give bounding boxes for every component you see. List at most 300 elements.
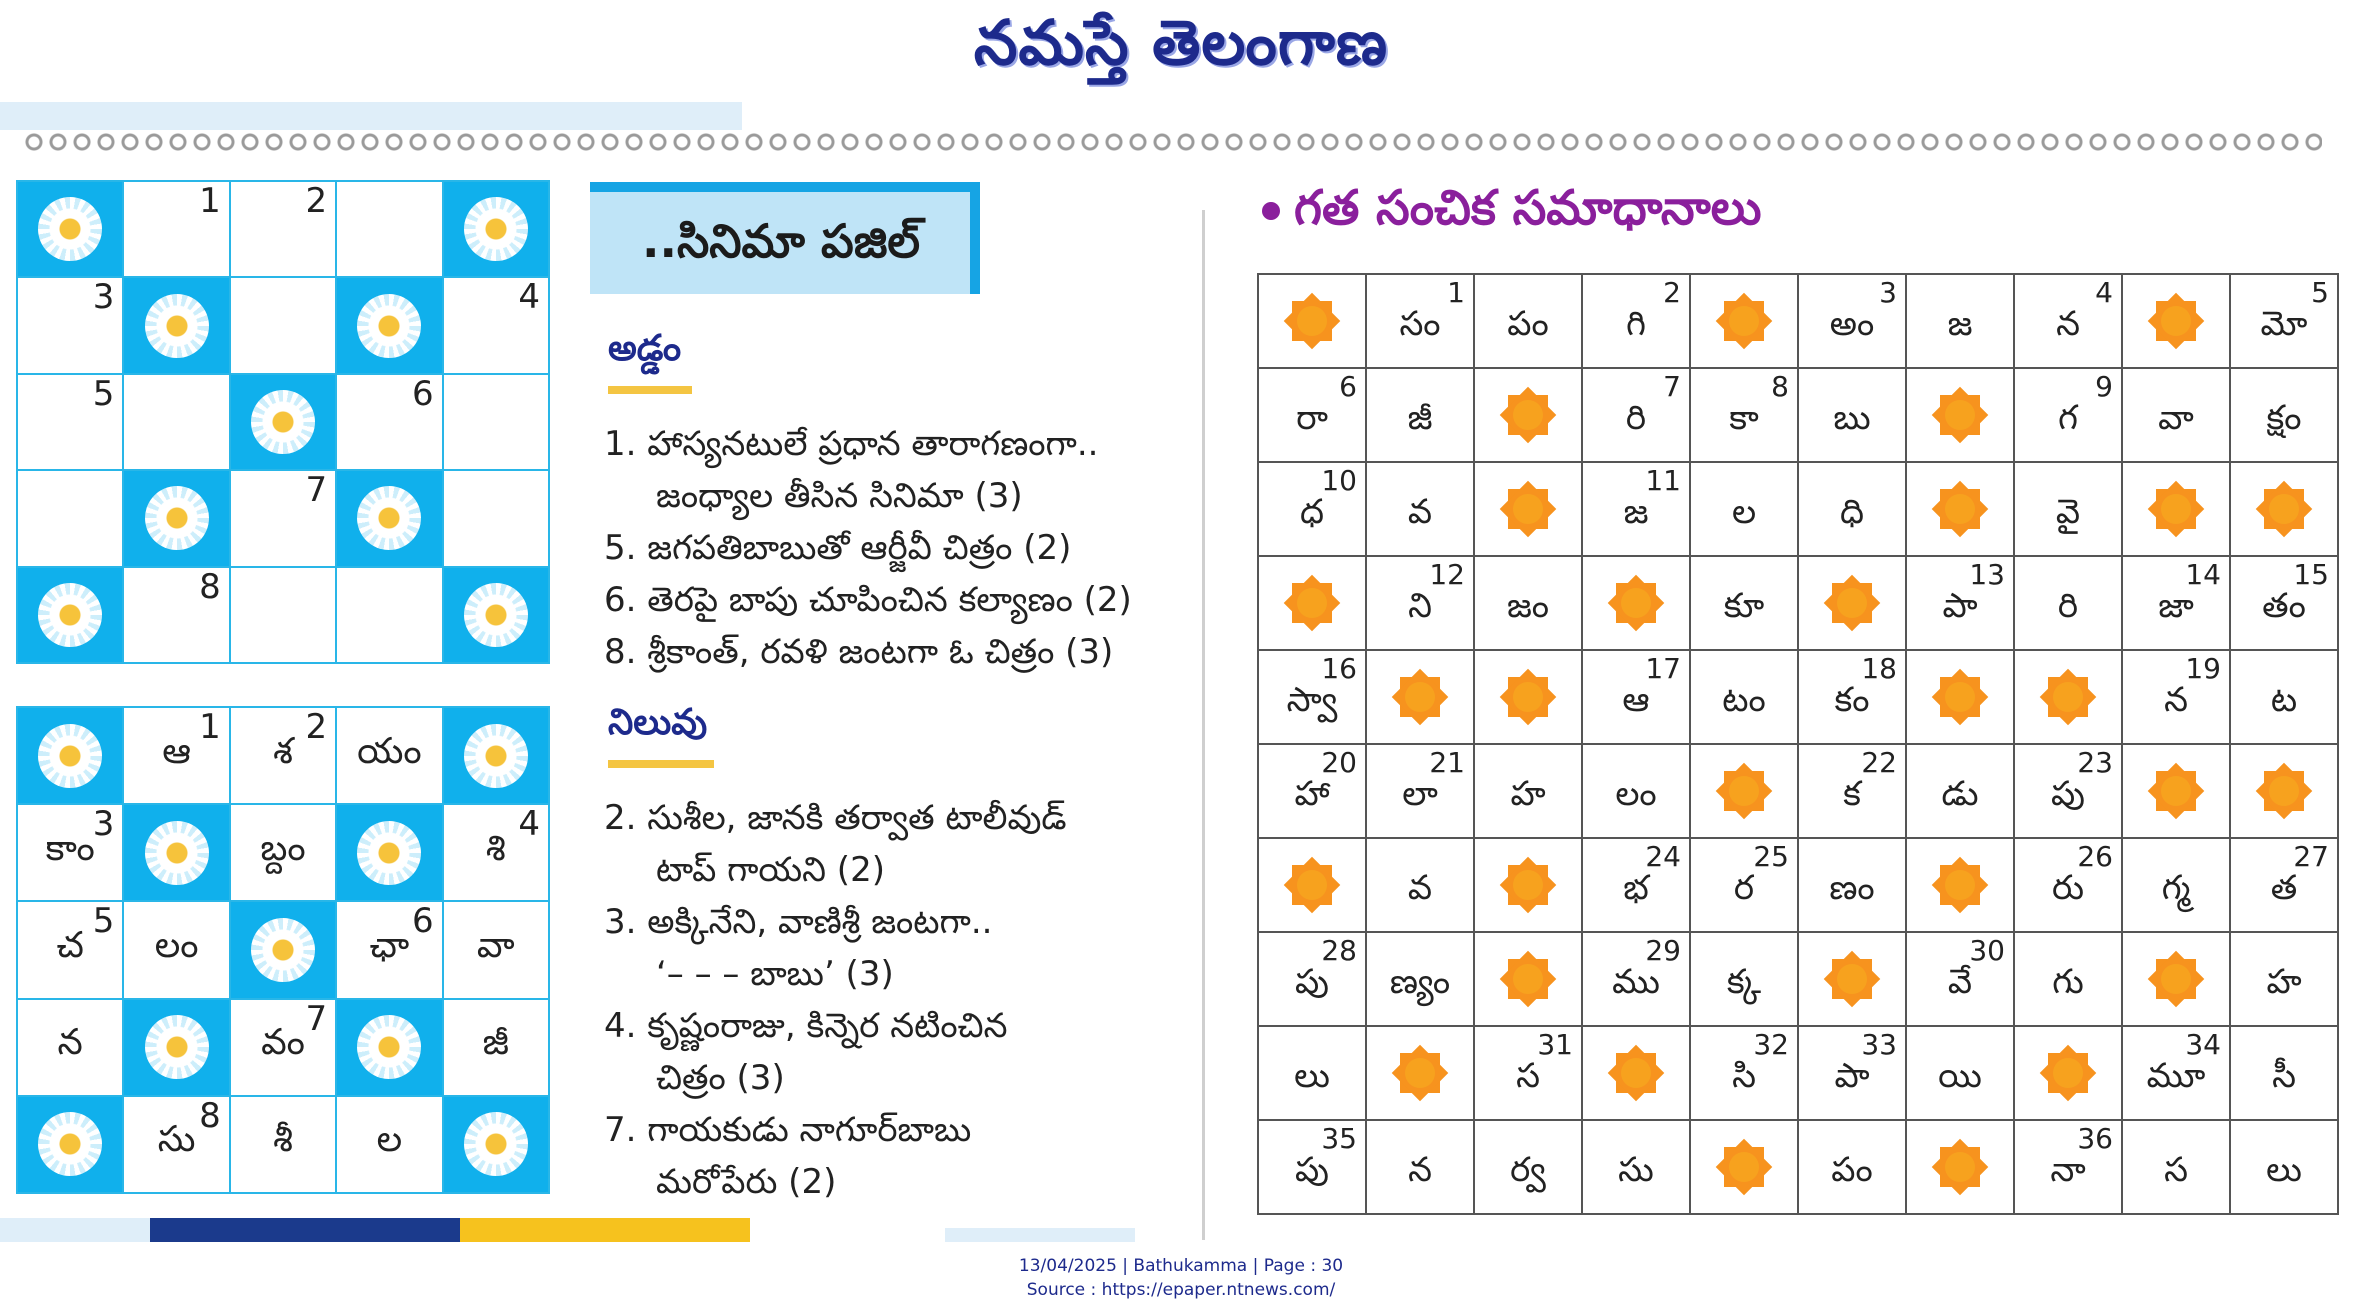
solution-cell [1367, 275, 1475, 369]
puzzle-cell [231, 1000, 335, 1095]
cell-letter: సి [1732, 1056, 1756, 1096]
cell-number: 29 [1645, 934, 1681, 967]
cell-letter: వై [2055, 492, 2081, 532]
cell-letter: తం [2262, 586, 2306, 626]
puzzle-cell [231, 805, 335, 900]
solution-cell [1259, 1027, 1367, 1121]
solution-cell [1583, 651, 1691, 745]
cell-letter: మూ [2146, 1056, 2206, 1096]
flower-icon [251, 390, 315, 454]
cell-number: 2 [305, 181, 328, 221]
solution-cell [2123, 1027, 2231, 1121]
puzzle-cell [124, 568, 228, 662]
cell-number: 5 [92, 373, 115, 414]
solution-cell [1259, 463, 1367, 557]
solution-cell [1799, 1121, 1907, 1215]
cell-letter: జీ [1407, 398, 1433, 438]
solution-cell [1583, 745, 1691, 839]
cell-letter: క [1843, 774, 1861, 814]
cell-letter: జీ [482, 1022, 509, 1064]
cell-number: 14 [2185, 558, 2221, 591]
puzzle-cell [124, 182, 228, 276]
cell-letter: ల [376, 1119, 403, 1161]
flower-icon [357, 1015, 421, 1079]
sun-core [2161, 494, 2191, 524]
cell-number: 26 [2077, 840, 2113, 873]
solution-cell [2015, 933, 2123, 1027]
solution-cell [2015, 369, 2123, 463]
cell-number: 22 [1861, 746, 1897, 779]
flower-icon [145, 486, 209, 550]
solution-block-cell [1907, 839, 2015, 933]
solution-block-cell [2123, 275, 2231, 369]
solution-cell [1799, 463, 1907, 557]
cell-letter: ఆ [1622, 680, 1650, 720]
cell-letter: వే [1947, 962, 1973, 1002]
solution-cell [1799, 1027, 1907, 1121]
cell-letter: ఛా [369, 924, 410, 966]
solution-cell [1907, 275, 2015, 369]
cell-number: 18 [1861, 652, 1897, 685]
flower-icon [464, 1112, 528, 1176]
block-cell [337, 471, 441, 565]
cell-number: 36 [2077, 1122, 2113, 1155]
cell-letter: కాం [45, 827, 95, 869]
footer-date-line: 13/04/2025 | Bathukamma | Page : 30 [1018, 1256, 1344, 1276]
block-cell [124, 805, 228, 900]
puzzle-cell [337, 1097, 441, 1192]
bullet-icon [1262, 202, 1280, 220]
cell-letter: ల [1731, 492, 1757, 532]
solution-cell [1691, 839, 1799, 933]
cell-letter: లా [1402, 774, 1438, 814]
sun-core [1513, 964, 1543, 994]
sun-core [1729, 776, 1759, 806]
cell-number: 17 [1645, 652, 1681, 685]
cell-number: 7 [305, 470, 328, 511]
clue-line: ‘– – – బాబు’ (3) [656, 954, 894, 994]
footer [0, 1254, 2362, 1302]
cell-number: 35 [1321, 1122, 1357, 1155]
sun-icon [1935, 672, 1985, 722]
sun-core [1513, 494, 1543, 524]
solution-cell [1583, 1121, 1691, 1215]
solution-cell [1475, 275, 1583, 369]
clue-line: 6. తెరపై బాపు చూపించిన కల్యాణం (2) [604, 580, 1132, 620]
sun-core [1621, 588, 1651, 618]
puzzle-cell [444, 278, 548, 372]
solution-block-cell [1475, 369, 1583, 463]
solution-heading [1262, 180, 1761, 248]
solution-cell [1259, 933, 1367, 1027]
flower-icon [38, 1112, 102, 1176]
cell-letter: వం [261, 1022, 305, 1064]
solution-cell [1799, 651, 1907, 745]
sun-icon [1719, 1142, 1769, 1192]
sun-icon [1503, 390, 1553, 440]
sun-icon [2151, 484, 2201, 534]
cell-number: 6 [411, 373, 434, 414]
block-cell [18, 1097, 122, 1192]
clue-line: 5. జగపతిబాబుతో ఆర్జీవీ చిత్రం (2) [604, 528, 1072, 568]
puzzle-cell [444, 375, 548, 469]
solution-cell [1475, 1121, 1583, 1215]
solution-block-cell [2015, 651, 2123, 745]
sun-core [1297, 588, 1327, 618]
cell-number: 25 [1753, 840, 1789, 873]
puzzle-cell [231, 278, 335, 372]
cell-letter: రు [2052, 868, 2084, 908]
cell-letter: ణం [1829, 868, 1875, 908]
cell-number: 11 [1645, 464, 1681, 497]
cell-number: 9 [2095, 370, 2113, 403]
clue-line: 3. అక్కినేని, వాణిశ్రీ జంటగా.. [604, 902, 993, 942]
solution-cell [2015, 463, 2123, 557]
puzzle-cell [124, 375, 228, 469]
sun-core [1297, 870, 1327, 900]
puzzle-cell [18, 375, 122, 469]
sun-icon [1503, 672, 1553, 722]
decorative-border [22, 130, 2322, 154]
cell-letter: అం [1829, 304, 1875, 344]
solution-cell [1691, 557, 1799, 651]
puzzle-cell [18, 1000, 122, 1095]
solution-cell [1259, 745, 1367, 839]
cell-letter: న [2164, 680, 2188, 720]
flower-icon [251, 918, 315, 982]
solution-cell [1259, 1121, 1367, 1215]
block-cell [337, 1000, 441, 1095]
sun-icon [1395, 1048, 1445, 1098]
sun-icon [2043, 1048, 2093, 1098]
cell-letter: శీ [273, 1119, 293, 1161]
solution-cell [1367, 369, 1475, 463]
cell-letter: సు [1618, 1150, 1654, 1190]
cell-number: 4 [518, 804, 540, 845]
cell-letter: యం [357, 730, 422, 772]
solution-cell [1583, 839, 1691, 933]
sun-icon [1827, 954, 1877, 1004]
sun-core [1621, 1058, 1651, 1088]
cell-number: 30 [1969, 934, 2005, 967]
blank-puzzle-grid [16, 180, 550, 664]
puzzle-title: ..సినిమా పజిల్ [642, 214, 920, 268]
cell-letter: క్క [1726, 962, 1762, 1002]
cell-number: 27 [2293, 840, 2329, 873]
sun-core [2161, 776, 2191, 806]
block-cell [337, 278, 441, 372]
cell-letter: గ్మ [2161, 868, 2191, 908]
block-cell [444, 708, 548, 803]
solution-block-cell [1475, 839, 1583, 933]
solution-cell [1799, 369, 1907, 463]
cell-letter: పు [2051, 774, 2085, 814]
solution-cell [1583, 275, 1691, 369]
solution-block-cell [1907, 1121, 2015, 1215]
solution-grid [1257, 273, 2339, 1215]
puzzle-cell [337, 568, 441, 662]
sun-core [1729, 1152, 1759, 1182]
cell-letter: వ [1407, 492, 1433, 532]
cell-letter: సీ [2272, 1056, 2296, 1096]
cell-number: 8 [1771, 370, 1789, 403]
solution-cell [1259, 369, 1367, 463]
solution-cell [2231, 1027, 2339, 1121]
solution-cell [1799, 745, 1907, 839]
sun-icon [1503, 484, 1553, 534]
across-underline [608, 386, 692, 394]
puzzle-cell [337, 375, 441, 469]
cell-number: 7 [305, 998, 328, 1039]
cell-number: 21 [1429, 746, 1465, 779]
block-cell [444, 568, 548, 662]
clue-line: చిత్రం (3) [656, 1058, 785, 1098]
cell-number: 1 [1447, 276, 1465, 309]
cell-number: 24 [1645, 840, 1681, 873]
cell-letter: వ [1407, 868, 1433, 908]
cell-letter: జం [1506, 586, 1550, 626]
cell-letter: ని [1408, 586, 1432, 626]
cell-letter: సం [1399, 304, 1441, 344]
cell-number: 28 [1321, 934, 1357, 967]
puzzle-cell [231, 708, 335, 803]
solution-cell [2231, 369, 2339, 463]
sun-icon [1611, 1048, 1661, 1098]
flower-icon [357, 821, 421, 885]
cell-number: 34 [2185, 1028, 2221, 1061]
solution-cell [1259, 651, 1367, 745]
cell-number: 16 [1321, 652, 1357, 685]
cell-letter: ర్వ [1510, 1150, 1546, 1190]
cell-number: 5 [2311, 276, 2329, 309]
solution-cell [1475, 745, 1583, 839]
puzzle-cell [337, 902, 441, 997]
cell-letter: పు [1295, 962, 1329, 1002]
puzzle-cell [18, 471, 122, 565]
clue-line: టాప్‌ గాయని (2) [656, 850, 885, 890]
flower-icon [145, 294, 209, 358]
puzzle-title-box [590, 182, 980, 294]
cell-letter: శ [273, 730, 293, 772]
cell-letter: హా [1294, 774, 1330, 814]
cell-letter: వా [2158, 398, 2194, 438]
cell-letter: నా [2050, 1150, 2086, 1190]
cell-letter: న [2056, 304, 2080, 344]
cell-letter: వా [476, 924, 515, 966]
solution-cell [1907, 1027, 2015, 1121]
solution-cell [1367, 463, 1475, 557]
cell-number: 33 [1861, 1028, 1897, 1061]
cell-number: 3 [92, 277, 115, 318]
down-heading: నిలువు [608, 702, 708, 743]
sun-icon [1503, 954, 1553, 1004]
puzzle-cell [124, 902, 228, 997]
solution-cell [1691, 463, 1799, 557]
cell-letter: ధి [1839, 492, 1864, 532]
solution-cell [1475, 1027, 1583, 1121]
cell-letter: మో [2260, 304, 2308, 344]
cell-letter: బు [1833, 398, 1871, 438]
across-heading: అడ్డం [608, 328, 682, 369]
solution-cell [2123, 557, 2231, 651]
cell-letter: గు [2052, 962, 2084, 1002]
clue-line: 7. గాయకుడు నాగూర్‌బాబు [604, 1110, 972, 1150]
sun-core [1837, 964, 1867, 994]
flower-icon [357, 486, 421, 550]
puzzle-cell [337, 708, 441, 803]
cell-number: 5 [92, 901, 115, 942]
cell-letter: గి [1626, 304, 1646, 344]
cell-number: 3 [92, 804, 115, 845]
cell-letter: టం [1722, 680, 1766, 720]
solution-block-cell [1259, 839, 1367, 933]
cell-letter: ర [1733, 868, 1755, 908]
sun-icon [1719, 296, 1769, 346]
bottom-strip-right [945, 1228, 1135, 1242]
puzzle-cell [124, 1097, 228, 1192]
solution-block-cell [2231, 463, 2339, 557]
sun-core [2053, 1058, 2083, 1088]
sun-core [1945, 494, 1975, 524]
solution-block-cell [1583, 1027, 1691, 1121]
block-cell [444, 182, 548, 276]
solution-cell [2231, 1121, 2339, 1215]
column-divider [1202, 210, 1205, 1240]
solution-block-cell [1475, 463, 1583, 557]
cell-letter: యి [1938, 1056, 1982, 1096]
sun-icon [1503, 860, 1553, 910]
cell-letter: లం [1615, 774, 1657, 814]
cell-letter: జ [1623, 492, 1649, 532]
solution-block-cell [2123, 933, 2231, 1027]
clue-line: 2. సుశీల, జానకి తర్వాత టాలీవుడ్‌ [604, 798, 1067, 838]
solution-cell [1583, 463, 1691, 557]
solution-block-cell [1367, 1027, 1475, 1121]
cell-number: 12 [1429, 558, 1465, 591]
cell-number: 2 [305, 707, 328, 747]
cell-number: 10 [1321, 464, 1357, 497]
puzzle-cell [231, 471, 335, 565]
block-cell [337, 805, 441, 900]
flower-icon [145, 1015, 209, 1079]
cell-letter: త [2270, 868, 2298, 908]
sun-icon [2151, 296, 2201, 346]
sun-icon [2151, 954, 2201, 1004]
flower-icon [38, 197, 102, 261]
solution-cell [1475, 557, 1583, 651]
cell-letter: హ [2266, 962, 2302, 1002]
cell-letter: న [57, 1022, 83, 1064]
solution-block-cell [1907, 369, 2015, 463]
sun-core [1945, 682, 1975, 712]
cell-letter: హ [1510, 774, 1546, 814]
cell-letter: క్షం [2266, 398, 2302, 438]
sun-icon [1827, 578, 1877, 628]
sun-icon [2259, 484, 2309, 534]
puzzle-cell [444, 1000, 548, 1095]
sun-core [2269, 776, 2299, 806]
solution-cell [1907, 745, 2015, 839]
solution-block-cell [1259, 557, 1367, 651]
cell-number: 8 [199, 566, 221, 607]
cell-letter: బ్దం [260, 827, 306, 869]
block-cell [231, 375, 335, 469]
solution-block-cell [1583, 557, 1691, 651]
cell-letter: కం [1834, 680, 1870, 720]
cell-number: 23 [2077, 746, 2113, 779]
sun-core [1945, 1152, 1975, 1182]
solution-cell [1367, 1121, 1475, 1215]
flower-icon [357, 294, 421, 358]
cell-letter: స [2164, 1150, 2188, 1190]
cell-letter: సు [157, 1119, 196, 1161]
sun-core [1513, 682, 1543, 712]
cell-letter: కా [1729, 398, 1759, 438]
cell-letter: ఆ [162, 730, 191, 772]
footer-source-line: Source : https://epaper.ntnews.com/ [1026, 1280, 1336, 1300]
puzzle-cell [337, 182, 441, 276]
solution-block-cell [1799, 557, 1907, 651]
sun-icon [1935, 1142, 1985, 1192]
cell-letter: స్వా [1286, 680, 1338, 720]
solution-block-cell [2123, 745, 2231, 839]
puzzle-cell [444, 471, 548, 565]
solution-block-cell [1259, 275, 1367, 369]
cell-number: 31 [1537, 1028, 1573, 1061]
cell-letter: రి [2057, 586, 2079, 626]
solution-block-cell [2123, 463, 2231, 557]
flower-icon [464, 583, 528, 647]
clue-line: 1. హాస్యనటులే ప్రధాన తారాగణంగా.. [604, 424, 1099, 464]
sun-icon [1287, 578, 1337, 628]
sun-core [2053, 682, 2083, 712]
puzzle-cell [18, 805, 122, 900]
sun-icon [1935, 390, 1985, 440]
sun-core [2161, 306, 2191, 336]
cell-number: 3 [1879, 276, 1897, 309]
cell-letter: రా [1296, 398, 1328, 438]
solution-cell [1691, 1027, 1799, 1121]
sun-core [1945, 870, 1975, 900]
puzzle-cell [444, 805, 548, 900]
puzzle-cell [18, 278, 122, 372]
puzzle-cell [444, 902, 548, 997]
solution-cell [2123, 839, 2231, 933]
cell-letter: లు [1294, 1056, 1330, 1096]
solution-block-cell [2015, 1027, 2123, 1121]
solution-cell [2015, 1121, 2123, 1215]
solution-block-cell [1691, 1121, 1799, 1215]
solution-cell [2015, 275, 2123, 369]
cell-number: 4 [518, 277, 540, 318]
cell-letter: పం [1507, 304, 1549, 344]
flower-icon [464, 197, 528, 261]
solution-cell [1691, 651, 1799, 745]
puzzle-cell [18, 902, 122, 997]
masthead [0, 0, 2362, 90]
cell-letter: భ [1623, 868, 1649, 908]
cell-letter: ధ [1299, 492, 1324, 532]
solution-block-cell [1691, 275, 1799, 369]
block-cell [124, 471, 228, 565]
cell-letter: డు [1941, 774, 1979, 814]
puzzle-cell [124, 708, 228, 803]
solution-cell [1367, 839, 1475, 933]
flower-icon [38, 583, 102, 647]
solution-cell [1367, 557, 1475, 651]
cell-letter: న [1408, 1150, 1432, 1190]
solution-cell [1583, 369, 1691, 463]
